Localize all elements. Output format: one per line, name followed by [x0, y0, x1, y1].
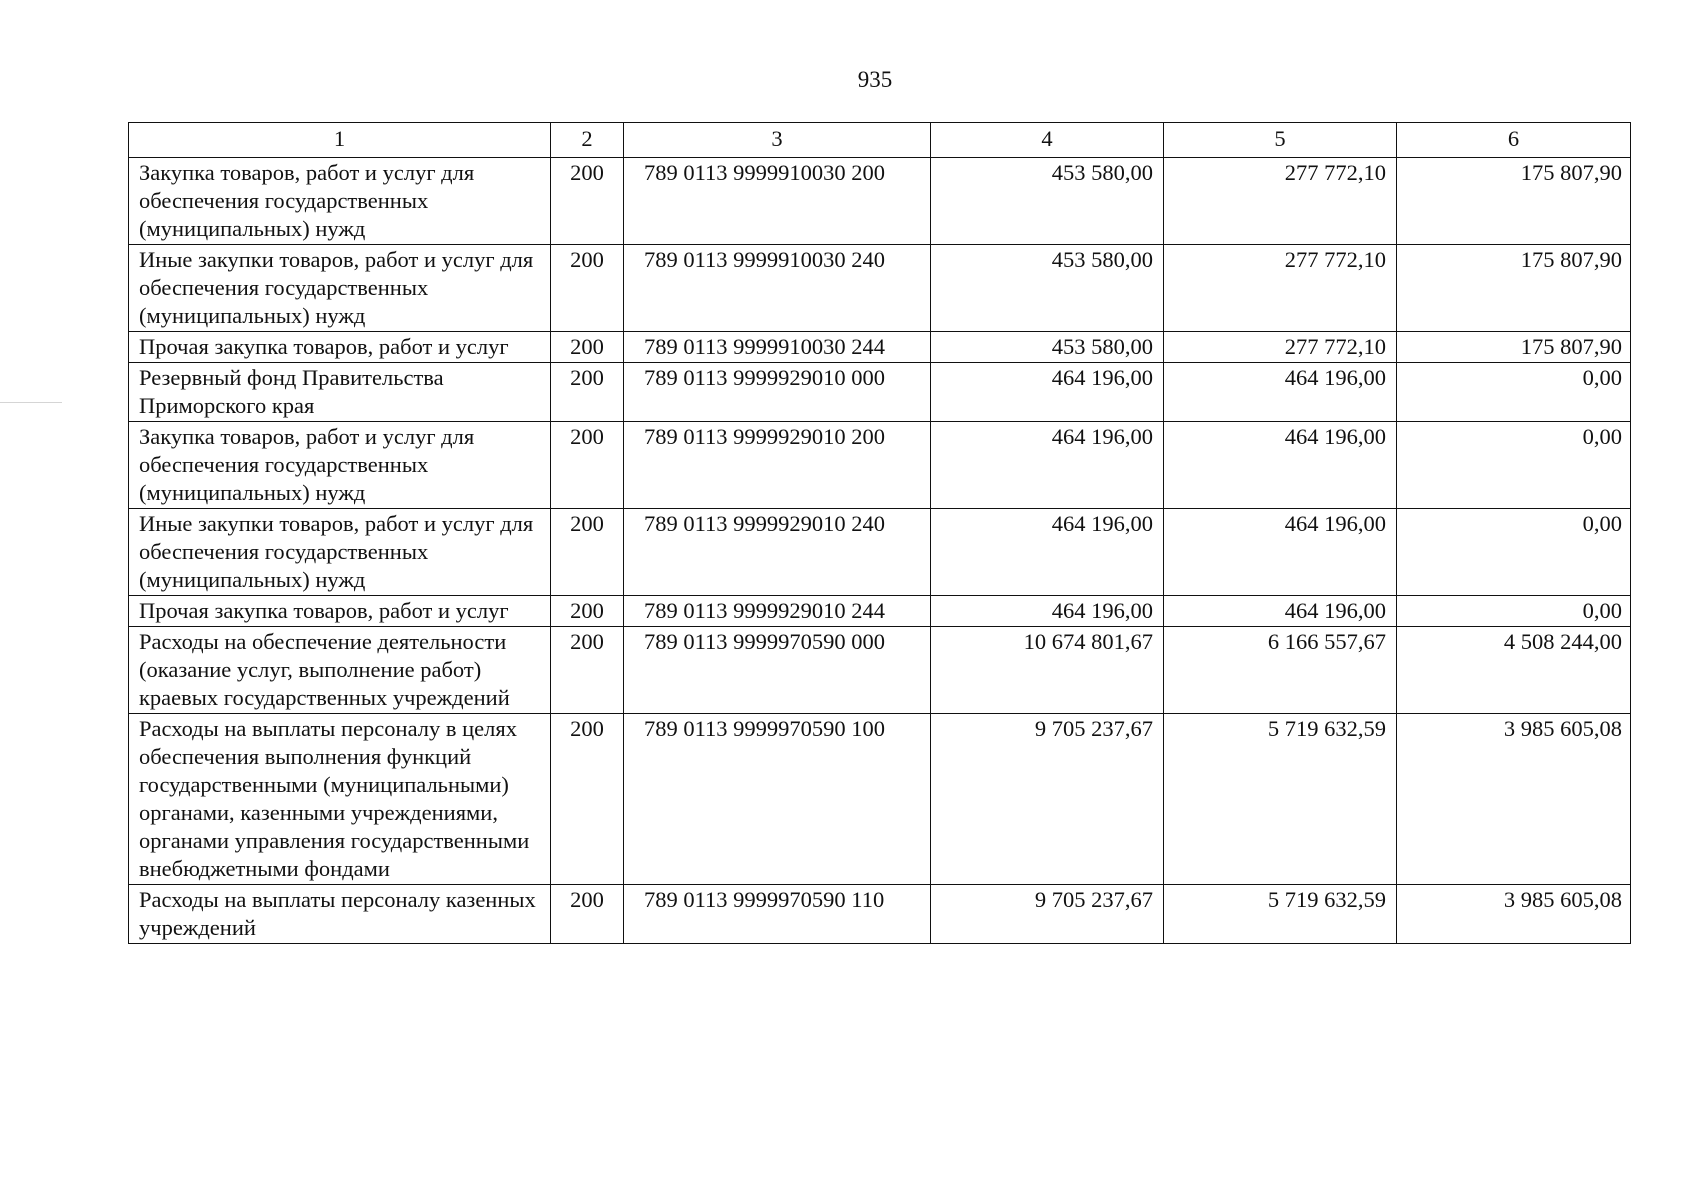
- row-kbk-cell: 789 0113 9999910030 240: [624, 245, 931, 332]
- row-code-cell: 200: [551, 245, 624, 332]
- row-col5-cell: 5 719 632,59: [1164, 885, 1397, 944]
- table-row: [129, 509, 1631, 596]
- row-name-cell: Резервный фонд Правительства Приморского края: [129, 363, 551, 422]
- row-kbk-cell: 789 0113 9999929010 240: [624, 509, 931, 596]
- table-row: [129, 885, 1631, 944]
- header-cell-1: 1: [129, 123, 551, 158]
- row-col5-cell: 464 196,00: [1164, 596, 1397, 627]
- row-kbk-cell: 789 0113 9999929010 000: [624, 363, 931, 422]
- row-name-cell: Закупка товаров, работ и услуг для обеспечения государственных (муниципальных) нужд: [129, 422, 551, 509]
- row-col6-cell: 0,00: [1397, 363, 1631, 422]
- row-name-cell: Расходы на выплаты персоналу в целях обеспечения выполнения функций государственными (муниципальными) органами, казенными учреждениями, органами управления государственными внебюджетными фондами: [129, 714, 551, 885]
- row-col6-cell: 0,00: [1397, 422, 1631, 509]
- row-col4-cell: 453 580,00: [931, 158, 1164, 245]
- table-row: [129, 245, 1631, 332]
- table-row: [129, 332, 1631, 363]
- row-col6-cell: 4 508 244,00: [1397, 627, 1631, 714]
- row-name-cell: Прочая закупка товаров, работ и услуг: [129, 596, 551, 627]
- row-code-cell: 200: [551, 422, 624, 509]
- row-code-cell: 200: [551, 885, 624, 944]
- row-kbk-cell: 789 0113 9999910030 200: [624, 158, 931, 245]
- row-col4-cell: 9 705 237,67: [931, 714, 1164, 885]
- row-col4-cell: 9 705 237,67: [931, 885, 1164, 944]
- row-col4-cell: 464 196,00: [931, 422, 1164, 509]
- row-col4-cell: 464 196,00: [931, 509, 1164, 596]
- row-code-cell: 200: [551, 158, 624, 245]
- row-kbk-cell: 789 0113 9999910030 244: [624, 332, 931, 363]
- row-kbk-cell: 789 0113 9999970590 100: [624, 714, 931, 885]
- budget-table: [128, 122, 1631, 944]
- table-row: [129, 596, 1631, 627]
- row-kbk-cell: 789 0113 9999970590 110: [624, 885, 931, 944]
- row-name-cell: Расходы на выплаты персоналу казенных учреждений: [129, 885, 551, 944]
- header-cell-4: 4: [931, 123, 1164, 158]
- row-col6-cell: 3 985 605,08: [1397, 714, 1631, 885]
- row-col6-cell: 175 807,90: [1397, 332, 1631, 363]
- row-col6-cell: 175 807,90: [1397, 245, 1631, 332]
- row-col4-cell: 10 674 801,67: [931, 627, 1164, 714]
- row-kbk-cell: 789 0113 9999970590 000: [624, 627, 931, 714]
- row-col5-cell: 5 719 632,59: [1164, 714, 1397, 885]
- row-kbk-cell: 789 0113 9999929010 244: [624, 596, 931, 627]
- row-code-cell: 200: [551, 509, 624, 596]
- row-col6-cell: 175 807,90: [1397, 158, 1631, 245]
- header-cell-5: 5: [1164, 123, 1397, 158]
- row-name-cell: Иные закупки товаров, работ и услуг для обеспечения государственных (муниципальных) нужд: [129, 509, 551, 596]
- row-code-cell: 200: [551, 627, 624, 714]
- row-col4-cell: 453 580,00: [931, 332, 1164, 363]
- row-col4-cell: 453 580,00: [931, 245, 1164, 332]
- row-name-cell: Прочая закупка товаров, работ и услуг: [129, 332, 551, 363]
- table-row: [129, 422, 1631, 509]
- row-col5-cell: 277 772,10: [1164, 158, 1397, 245]
- row-col6-cell: 3 985 605,08: [1397, 885, 1631, 944]
- row-col5-cell: 464 196,00: [1164, 363, 1397, 422]
- row-name-cell: Закупка товаров, работ и услуг для обеспечения государственных (муниципальных) нужд: [129, 158, 551, 245]
- row-code-cell: 200: [551, 596, 624, 627]
- row-code-cell: 200: [551, 714, 624, 885]
- row-col5-cell: 6 166 557,67: [1164, 627, 1397, 714]
- row-col4-cell: 464 196,00: [931, 363, 1164, 422]
- row-col5-cell: 277 772,10: [1164, 332, 1397, 363]
- header-cell-3: 3: [624, 123, 931, 158]
- row-name-cell: Расходы на обеспечение деятельности (оказание услуг, выполнение работ) краевых государственных учреждений: [129, 627, 551, 714]
- row-col5-cell: 464 196,00: [1164, 509, 1397, 596]
- row-col5-cell: 464 196,00: [1164, 422, 1397, 509]
- table-row: [129, 627, 1631, 714]
- header-cell-6: 6: [1397, 123, 1631, 158]
- row-col6-cell: 0,00: [1397, 509, 1631, 596]
- row-col5-cell: 277 772,10: [1164, 245, 1397, 332]
- row-col4-cell: 464 196,00: [931, 596, 1164, 627]
- row-code-cell: 200: [551, 332, 624, 363]
- table-row: [129, 714, 1631, 885]
- row-name-cell: Иные закупки товаров, работ и услуг для обеспечения государственных (муниципальных) нужд: [129, 245, 551, 332]
- row-kbk-cell: 789 0113 9999929010 200: [624, 422, 931, 509]
- table-header-row: [129, 123, 1631, 158]
- row-col6-cell: 0,00: [1397, 596, 1631, 627]
- scan-fold-mark: [0, 402, 62, 403]
- page-number: 935: [857, 67, 893, 92]
- row-code-cell: 200: [551, 363, 624, 422]
- header-cell-2: 2: [551, 123, 624, 158]
- table-row: [129, 363, 1631, 422]
- table-row: [129, 158, 1631, 245]
